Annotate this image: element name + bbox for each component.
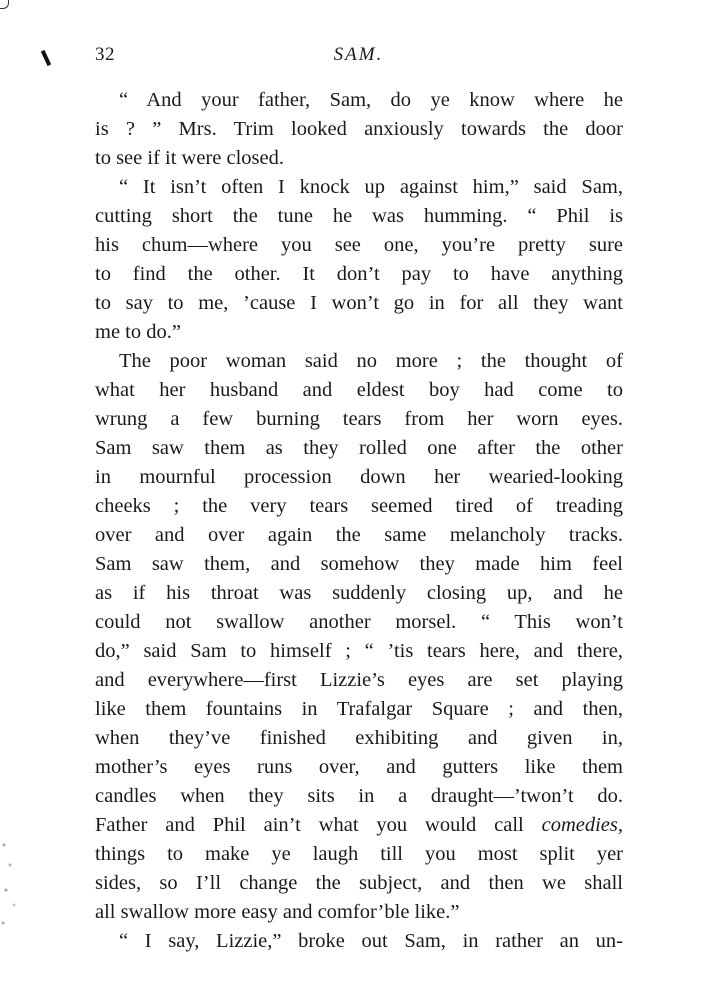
text-line: over and over again the same melancholy tracks. (95, 524, 623, 546)
text-line: to see if it were closed. (95, 147, 284, 169)
margin-ink-mark (41, 50, 51, 66)
text-line: in mournful procession down her wearied-looking (95, 466, 623, 488)
text-line: The poor woman said no more ; the thought of (119, 350, 623, 372)
text-line: his chum—where you see one, you’re pretty sure (95, 234, 623, 256)
body-text (95, 86, 623, 956)
text-line: as if his throat was suddenly closing up, and he (95, 582, 623, 604)
page-number: 32 (95, 44, 115, 65)
text-line: “ I say, Lizzie,” broke out Sam, in rather an un- (119, 930, 623, 952)
text-line: could not swallow another morsel. “ This won’t (95, 611, 623, 633)
text-line: is ? ” Mrs. Trim looked anxiously towards the door (95, 118, 623, 140)
text-line: candles when they sits in a draught—’twon’t do. (95, 785, 623, 807)
corner-scan-mark (0, 0, 9, 9)
text-line: do,” said Sam to himself ; “ ’tis tears here, and there, (95, 640, 623, 662)
text-line: “ And your father, Sam, do ye know where he (119, 89, 623, 111)
text-line: things to make ye laugh till you most split yer (95, 843, 623, 865)
italic-word: comedies, (541, 814, 623, 836)
text-line: what her husband and eldest boy had come to (95, 379, 623, 401)
text-line: like them fountains in Trafalgar Square ; and then, (95, 698, 623, 720)
running-head (95, 44, 622, 72)
text-line: to say to me, ’cause I won’t go in for all they want (95, 292, 623, 314)
text-line: and everywhere—first Lizzie’s eyes are set playing (95, 669, 623, 691)
text-line: Sam saw them as they rolled one after the other (95, 437, 623, 459)
text-line: sides, so I’ll change the subject, and then we shall (95, 872, 623, 894)
text-line: cheeks ; the very tears seemed tired of treading (95, 495, 623, 517)
text-line: Father and Phil ain’t what you would call comedies, (95, 814, 623, 836)
text-line: mother’s eyes runs over, and gutters like them (95, 756, 623, 778)
page-edge-speckle (0, 835, 22, 935)
text-line: “ It isn’t often I knock up against him,” said Sam, (119, 176, 623, 198)
text-line: to find the other. It don’t pay to have anything (95, 263, 623, 285)
text-line: wrung a few burning tears from her worn eyes. (95, 408, 623, 430)
text-line: all swallow more easy and comfor’ble like.” (95, 901, 460, 923)
running-title: SAM. (333, 44, 384, 65)
text-line: me to do.” (95, 321, 181, 343)
text-line: Sam saw them, and somehow they made him feel (95, 553, 623, 575)
text-line: when they’ve finished exhibiting and given in, (95, 727, 623, 749)
text-line: cutting short the tune he was humming. “ Phil is (95, 205, 623, 227)
